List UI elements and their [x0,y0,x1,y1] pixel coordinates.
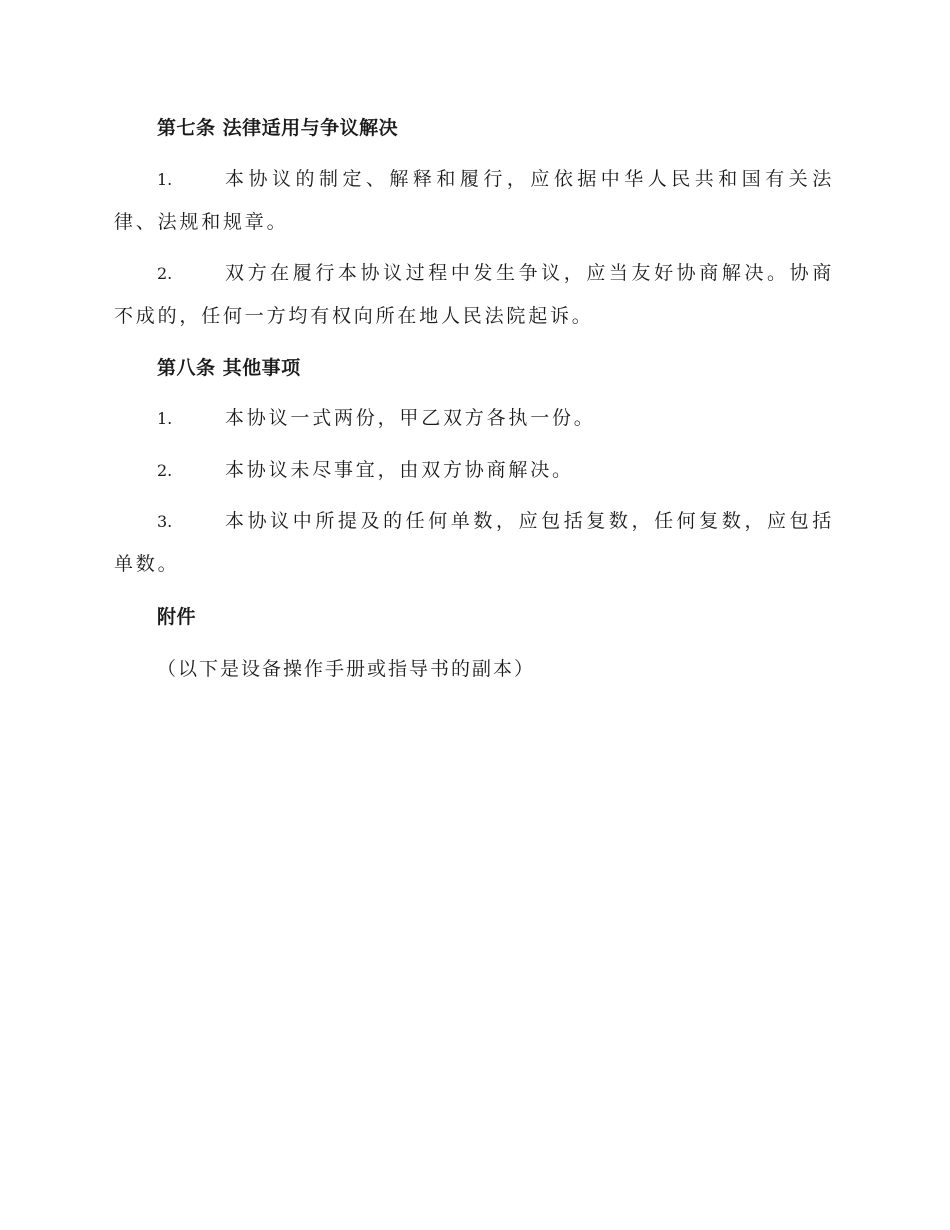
list-item [114,252,834,338]
item-text: 双方在履行本协议过程中发生争议，应当友好协商解决。协商不成的，任何一方均有权向所在地人民法院起诉。 [114,262,834,327]
list-item [114,500,834,586]
section-heading: 第七条 法律适用与争议解决 [157,117,399,139]
appendix-heading: 附件 [157,606,197,628]
item-number: 1. [157,170,173,189]
item-text: 本协议中所提及的任何单数，应包括复数，任何复数，应包括单数。 [114,510,834,575]
item-text: 本协议未尽事宜，由双方协商解决。 [225,459,574,481]
item-number: 3. [157,512,173,531]
item-number: 2. [157,264,173,283]
item-number: 1. [157,409,173,428]
section-heading: 第八条 其他事项 [157,357,301,379]
item-number: 2. [157,461,173,480]
list-item [114,449,834,492]
appendix-note: （以下是设备操作手册或指导书的副本） [157,658,536,680]
item-text: 本协议一式两份，甲乙双方各执一份。 [225,407,596,429]
list-item [114,397,834,440]
item-text: 本协议的制定、解释和履行，应依据中华人民共和国有关法律、法规和规章。 [114,168,834,233]
list-item [114,158,834,244]
